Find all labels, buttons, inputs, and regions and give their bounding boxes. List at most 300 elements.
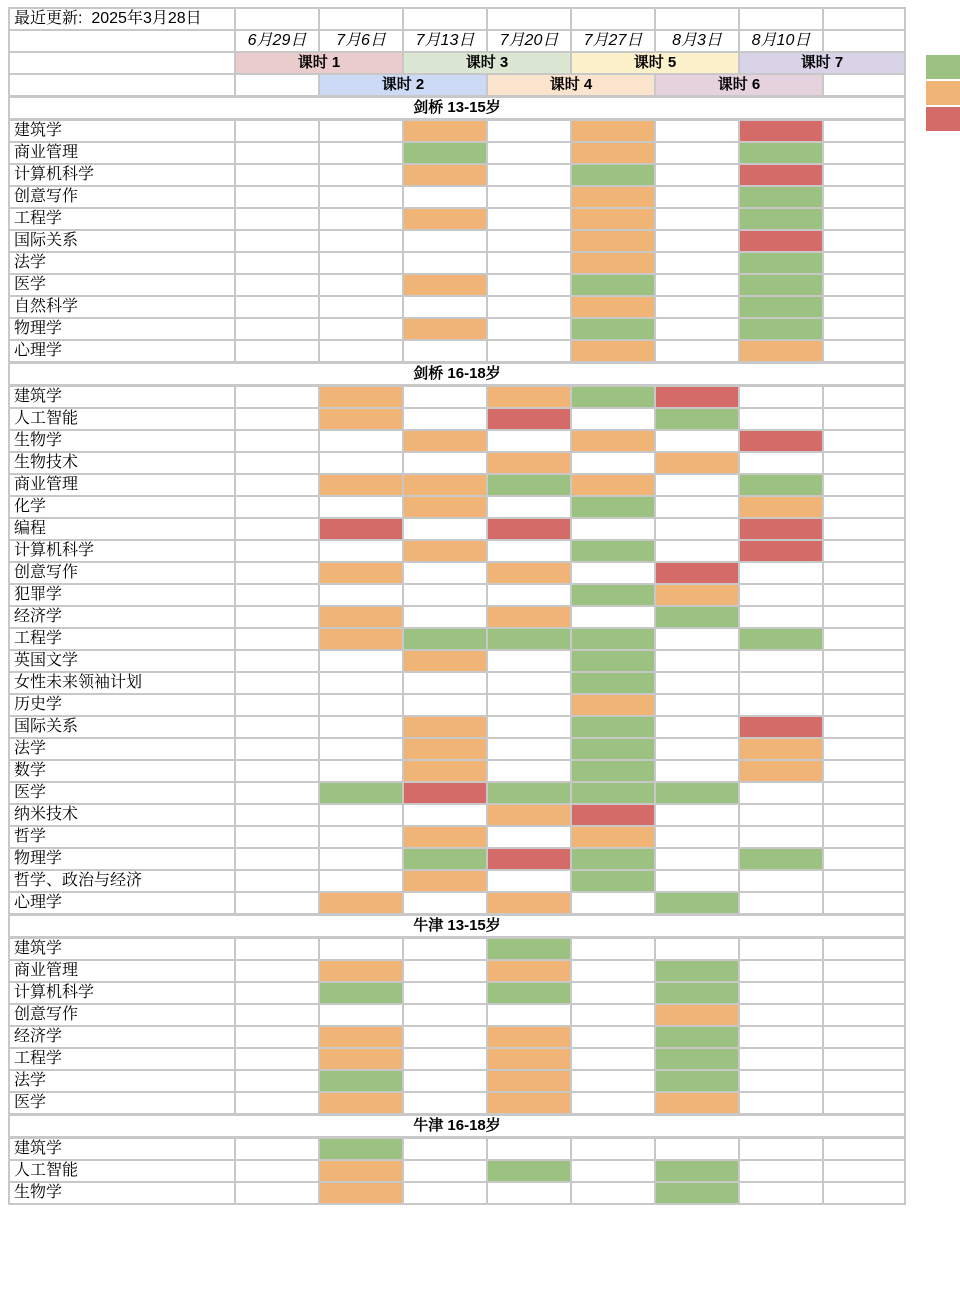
status-cell[interactable] (739, 142, 823, 164)
status-cell[interactable] (571, 208, 655, 230)
status-cell[interactable] (403, 1070, 487, 1092)
subject-name-cell[interactable]: 建筑学 (9, 1138, 235, 1161)
subject-name-cell[interactable]: 人工智能 (9, 408, 235, 430)
status-cell[interactable] (823, 452, 905, 474)
status-cell[interactable] (655, 318, 739, 340)
status-cell[interactable] (235, 120, 319, 143)
status-cell[interactable] (739, 1138, 823, 1161)
status-cell[interactable] (655, 938, 739, 961)
subject-name-cell[interactable]: 建筑学 (9, 938, 235, 961)
status-cell[interactable] (823, 186, 905, 208)
section-title[interactable]: 牛津 13-15岁 (9, 915, 905, 938)
status-cell[interactable] (319, 452, 403, 474)
status-cell[interactable] (739, 938, 823, 961)
status-cell[interactable] (235, 208, 319, 230)
subject-name-cell[interactable]: 数学 (9, 760, 235, 782)
status-cell[interactable] (319, 1026, 403, 1048)
status-cell[interactable] (655, 826, 739, 848)
subject-name-cell[interactable]: 人工智能 (9, 1160, 235, 1182)
status-cell[interactable] (655, 892, 739, 915)
status-cell[interactable] (571, 1004, 655, 1026)
status-cell[interactable] (739, 1026, 823, 1048)
status-cell[interactable] (739, 408, 823, 430)
status-cell[interactable] (739, 584, 823, 606)
status-cell[interactable] (655, 1070, 739, 1092)
date-header-cell[interactable]: 6月29日 (235, 30, 319, 52)
status-cell[interactable] (655, 804, 739, 826)
status-cell[interactable] (571, 562, 655, 584)
status-cell[interactable] (739, 252, 823, 274)
status-cell[interactable] (319, 496, 403, 518)
status-cell[interactable] (823, 430, 905, 452)
status-cell[interactable] (235, 1092, 319, 1115)
status-cell[interactable] (655, 848, 739, 870)
status-cell[interactable] (403, 782, 487, 804)
subject-name-cell[interactable]: 历史学 (9, 694, 235, 716)
status-cell[interactable] (739, 1048, 823, 1070)
subject-name-cell[interactable]: 女性未来领袖计划 (9, 672, 235, 694)
subject-name-cell[interactable]: 国际关系 (9, 230, 235, 252)
status-cell[interactable] (823, 540, 905, 562)
status-cell[interactable] (403, 496, 487, 518)
status-cell[interactable] (823, 694, 905, 716)
subject-name-cell[interactable]: 商业管理 (9, 474, 235, 496)
status-cell[interactable] (655, 716, 739, 738)
status-cell[interactable] (235, 584, 319, 606)
subject-name-cell[interactable]: 工程学 (9, 208, 235, 230)
lesson-label-cell[interactable]: 课时 6 (655, 74, 823, 97)
status-cell[interactable] (571, 518, 655, 540)
subject-name-cell[interactable]: 英国文学 (9, 650, 235, 672)
subject-name-cell[interactable]: 创意写作 (9, 1004, 235, 1026)
status-cell[interactable] (571, 1160, 655, 1182)
status-cell[interactable] (571, 694, 655, 716)
status-cell[interactable] (739, 982, 823, 1004)
status-cell[interactable] (235, 230, 319, 252)
subject-name-cell[interactable]: 建筑学 (9, 386, 235, 409)
section-title[interactable]: 剑桥 13-15岁 (9, 97, 905, 120)
status-cell[interactable] (319, 760, 403, 782)
status-cell[interactable] (235, 960, 319, 982)
status-cell[interactable] (487, 938, 571, 961)
status-cell[interactable] (403, 606, 487, 628)
status-cell[interactable] (235, 672, 319, 694)
subject-name-cell[interactable]: 创意写作 (9, 186, 235, 208)
status-cell[interactable] (655, 1026, 739, 1048)
subject-name-cell[interactable]: 自然科学 (9, 296, 235, 318)
status-cell[interactable] (571, 848, 655, 870)
status-cell[interactable] (571, 826, 655, 848)
status-cell[interactable] (571, 230, 655, 252)
status-cell[interactable] (319, 738, 403, 760)
status-cell[interactable] (235, 296, 319, 318)
status-cell[interactable] (403, 540, 487, 562)
status-cell[interactable] (319, 474, 403, 496)
status-cell[interactable] (655, 1092, 739, 1115)
status-cell[interactable] (235, 430, 319, 452)
status-cell[interactable] (487, 870, 571, 892)
status-cell[interactable] (487, 606, 571, 628)
subject-name-cell[interactable]: 物理学 (9, 318, 235, 340)
status-cell[interactable] (823, 296, 905, 318)
status-cell[interactable] (487, 340, 571, 363)
status-cell[interactable] (235, 1048, 319, 1070)
status-cell[interactable] (235, 870, 319, 892)
subject-name-cell[interactable]: 建筑学 (9, 120, 235, 143)
status-cell[interactable] (823, 938, 905, 961)
status-cell[interactable] (487, 650, 571, 672)
status-cell[interactable] (487, 982, 571, 1004)
status-cell[interactable] (739, 606, 823, 628)
subject-name-cell[interactable]: 商业管理 (9, 960, 235, 982)
section-title[interactable]: 牛津 16-18岁 (9, 1115, 905, 1138)
status-cell[interactable] (823, 672, 905, 694)
status-cell[interactable] (403, 804, 487, 826)
status-cell[interactable] (487, 518, 571, 540)
status-cell[interactable] (571, 760, 655, 782)
status-cell[interactable] (823, 892, 905, 915)
status-cell[interactable] (403, 892, 487, 915)
status-cell[interactable] (571, 164, 655, 186)
lesson-label-cell[interactable]: 课时 2 (319, 74, 487, 97)
status-cell[interactable] (571, 782, 655, 804)
status-cell[interactable] (739, 1160, 823, 1182)
subject-name-cell[interactable]: 物理学 (9, 848, 235, 870)
status-cell[interactable] (487, 274, 571, 296)
status-cell[interactable] (571, 716, 655, 738)
status-cell[interactable] (403, 430, 487, 452)
status-cell[interactable] (319, 650, 403, 672)
status-cell[interactable] (235, 452, 319, 474)
status-cell[interactable] (487, 252, 571, 274)
lesson-label-cell[interactable]: 课时 1 (235, 52, 403, 74)
status-cell[interactable] (487, 804, 571, 826)
status-cell[interactable] (655, 1138, 739, 1161)
status-cell[interactable] (487, 164, 571, 186)
date-header-cell[interactable]: 8月3日 (655, 30, 739, 52)
status-cell[interactable] (235, 716, 319, 738)
status-cell[interactable] (487, 186, 571, 208)
status-cell[interactable] (487, 1070, 571, 1092)
status-cell[interactable] (739, 694, 823, 716)
status-cell[interactable] (571, 738, 655, 760)
subject-name-cell[interactable]: 经济学 (9, 606, 235, 628)
status-cell[interactable] (319, 960, 403, 982)
status-cell[interactable] (403, 164, 487, 186)
status-cell[interactable] (403, 252, 487, 274)
status-cell[interactable] (235, 408, 319, 430)
subject-name-cell[interactable]: 计算机科学 (9, 164, 235, 186)
status-cell[interactable] (487, 408, 571, 430)
status-cell[interactable] (403, 848, 487, 870)
status-cell[interactable] (403, 186, 487, 208)
status-cell[interactable] (739, 1004, 823, 1026)
status-cell[interactable] (487, 120, 571, 143)
status-cell[interactable] (739, 430, 823, 452)
status-cell[interactable] (823, 208, 905, 230)
status-cell[interactable] (823, 1048, 905, 1070)
status-cell[interactable] (403, 650, 487, 672)
status-cell[interactable] (487, 496, 571, 518)
status-cell[interactable] (571, 496, 655, 518)
status-cell[interactable] (403, 1004, 487, 1026)
status-cell[interactable] (487, 694, 571, 716)
status-cell[interactable] (319, 938, 403, 961)
status-cell[interactable] (823, 252, 905, 274)
status-cell[interactable] (739, 518, 823, 540)
subject-name-cell[interactable]: 犯罪学 (9, 584, 235, 606)
status-cell[interactable] (571, 982, 655, 1004)
status-cell[interactable] (571, 606, 655, 628)
status-cell[interactable] (487, 848, 571, 870)
subject-name-cell[interactable]: 计算机科学 (9, 982, 235, 1004)
status-cell[interactable] (571, 804, 655, 826)
status-cell[interactable] (655, 496, 739, 518)
section-title[interactable]: 剑桥 16-18岁 (9, 363, 905, 386)
status-cell[interactable] (235, 826, 319, 848)
status-cell[interactable] (823, 496, 905, 518)
status-cell[interactable] (403, 938, 487, 961)
status-cell[interactable] (319, 1004, 403, 1026)
status-cell[interactable] (823, 1026, 905, 1048)
status-cell[interactable] (235, 318, 319, 340)
status-cell[interactable] (823, 1004, 905, 1026)
status-cell[interactable] (739, 870, 823, 892)
status-cell[interactable] (319, 252, 403, 274)
date-header-cell[interactable]: 7月27日 (571, 30, 655, 52)
last-updated-cell[interactable] (9, 8, 235, 30)
subject-name-cell[interactable]: 医学 (9, 274, 235, 296)
status-cell[interactable] (403, 452, 487, 474)
status-cell[interactable] (823, 804, 905, 826)
status-cell[interactable] (571, 340, 655, 363)
status-cell[interactable] (739, 496, 823, 518)
status-cell[interactable] (235, 474, 319, 496)
status-cell[interactable] (655, 650, 739, 672)
status-cell[interactable] (739, 804, 823, 826)
status-cell[interactable] (655, 340, 739, 363)
status-cell[interactable] (319, 672, 403, 694)
subject-name-cell[interactable]: 心理学 (9, 892, 235, 915)
status-cell[interactable] (403, 982, 487, 1004)
status-cell[interactable] (403, 1138, 487, 1161)
status-cell[interactable] (235, 606, 319, 628)
status-cell[interactable] (571, 430, 655, 452)
subject-name-cell[interactable]: 计算机科学 (9, 540, 235, 562)
status-cell[interactable] (319, 430, 403, 452)
status-cell[interactable] (571, 1182, 655, 1204)
status-cell[interactable] (655, 164, 739, 186)
status-cell[interactable] (655, 1048, 739, 1070)
status-cell[interactable] (235, 628, 319, 650)
status-cell[interactable] (739, 540, 823, 562)
status-cell[interactable] (655, 960, 739, 982)
status-cell[interactable] (655, 274, 739, 296)
status-cell[interactable] (655, 694, 739, 716)
status-cell[interactable] (739, 230, 823, 252)
status-cell[interactable] (487, 782, 571, 804)
status-cell[interactable] (235, 694, 319, 716)
status-cell[interactable] (823, 142, 905, 164)
status-cell[interactable] (235, 142, 319, 164)
status-cell[interactable] (655, 870, 739, 892)
status-cell[interactable] (739, 1182, 823, 1204)
status-cell[interactable] (739, 120, 823, 143)
status-cell[interactable] (655, 386, 739, 409)
status-cell[interactable] (235, 386, 319, 409)
status-cell[interactable] (319, 186, 403, 208)
status-cell[interactable] (655, 230, 739, 252)
status-cell[interactable] (739, 892, 823, 915)
status-cell[interactable] (403, 738, 487, 760)
status-cell[interactable] (571, 650, 655, 672)
status-cell[interactable] (571, 408, 655, 430)
status-cell[interactable] (823, 1138, 905, 1161)
status-cell[interactable] (487, 628, 571, 650)
subject-name-cell[interactable]: 工程学 (9, 628, 235, 650)
status-cell[interactable] (823, 1070, 905, 1092)
subject-name-cell[interactable]: 医学 (9, 1092, 235, 1115)
status-cell[interactable] (487, 892, 571, 915)
status-cell[interactable] (571, 142, 655, 164)
status-cell[interactable] (403, 474, 487, 496)
status-cell[interactable] (403, 296, 487, 318)
status-cell[interactable] (655, 430, 739, 452)
status-cell[interactable] (739, 274, 823, 296)
status-cell[interactable] (739, 186, 823, 208)
status-cell[interactable] (487, 296, 571, 318)
status-cell[interactable] (823, 716, 905, 738)
status-cell[interactable] (487, 960, 571, 982)
status-cell[interactable] (487, 142, 571, 164)
status-cell[interactable] (655, 142, 739, 164)
subject-name-cell[interactable]: 生物学 (9, 430, 235, 452)
status-cell[interactable] (487, 826, 571, 848)
subject-name-cell[interactable]: 商业管理 (9, 142, 235, 164)
status-cell[interactable] (487, 716, 571, 738)
status-cell[interactable] (571, 540, 655, 562)
status-cell[interactable] (571, 892, 655, 915)
status-cell[interactable] (319, 1092, 403, 1115)
status-cell[interactable] (655, 584, 739, 606)
status-cell[interactable] (319, 982, 403, 1004)
status-cell[interactable] (739, 716, 823, 738)
status-cell[interactable] (571, 1070, 655, 1092)
status-cell[interactable] (655, 562, 739, 584)
status-cell[interactable] (319, 870, 403, 892)
status-cell[interactable] (235, 540, 319, 562)
status-cell[interactable] (571, 1138, 655, 1161)
subject-name-cell[interactable]: 纳米技术 (9, 804, 235, 826)
status-cell[interactable] (403, 960, 487, 982)
status-cell[interactable] (319, 518, 403, 540)
status-cell[interactable] (655, 252, 739, 274)
status-cell[interactable] (319, 120, 403, 143)
status-cell[interactable] (487, 452, 571, 474)
status-cell[interactable] (235, 760, 319, 782)
status-cell[interactable] (235, 562, 319, 584)
status-cell[interactable] (319, 716, 403, 738)
status-cell[interactable] (403, 694, 487, 716)
subject-name-cell[interactable]: 心理学 (9, 340, 235, 363)
status-cell[interactable] (823, 1160, 905, 1182)
status-cell[interactable] (235, 892, 319, 915)
status-cell[interactable] (235, 518, 319, 540)
subject-name-cell[interactable]: 法学 (9, 738, 235, 760)
status-cell[interactable] (235, 650, 319, 672)
status-cell[interactable] (739, 562, 823, 584)
status-cell[interactable] (655, 672, 739, 694)
status-cell[interactable] (319, 694, 403, 716)
status-cell[interactable] (739, 1070, 823, 1092)
status-cell[interactable] (739, 386, 823, 409)
status-cell[interactable] (655, 738, 739, 760)
status-cell[interactable] (823, 584, 905, 606)
status-cell[interactable] (739, 1092, 823, 1115)
status-cell[interactable] (403, 142, 487, 164)
status-cell[interactable] (571, 672, 655, 694)
status-cell[interactable] (823, 120, 905, 143)
status-cell[interactable] (319, 318, 403, 340)
status-cell[interactable] (655, 606, 739, 628)
status-cell[interactable] (319, 274, 403, 296)
status-cell[interactable] (571, 274, 655, 296)
status-cell[interactable] (487, 430, 571, 452)
status-cell[interactable] (655, 628, 739, 650)
status-cell[interactable] (739, 960, 823, 982)
status-cell[interactable] (403, 386, 487, 409)
subject-name-cell[interactable]: 经济学 (9, 1026, 235, 1048)
date-header-cell[interactable]: 7月13日 (403, 30, 487, 52)
status-cell[interactable] (739, 650, 823, 672)
status-cell[interactable] (403, 716, 487, 738)
status-cell[interactable] (235, 340, 319, 363)
status-cell[interactable] (319, 540, 403, 562)
status-cell[interactable] (655, 518, 739, 540)
status-cell[interactable] (319, 386, 403, 409)
status-cell[interactable] (739, 672, 823, 694)
status-cell[interactable] (739, 296, 823, 318)
status-cell[interactable] (823, 870, 905, 892)
status-cell[interactable] (403, 870, 487, 892)
status-cell[interactable] (739, 738, 823, 760)
subject-name-cell[interactable]: 编程 (9, 518, 235, 540)
status-cell[interactable] (823, 982, 905, 1004)
subject-name-cell[interactable]: 国际关系 (9, 716, 235, 738)
status-cell[interactable] (319, 804, 403, 826)
status-cell[interactable] (823, 562, 905, 584)
status-cell[interactable] (319, 408, 403, 430)
status-cell[interactable] (235, 782, 319, 804)
status-cell[interactable] (823, 1092, 905, 1115)
status-cell[interactable] (571, 584, 655, 606)
status-cell[interactable] (403, 672, 487, 694)
status-cell[interactable] (403, 518, 487, 540)
status-cell[interactable] (487, 562, 571, 584)
status-cell[interactable] (403, 1092, 487, 1115)
subject-name-cell[interactable]: 生物技术 (9, 452, 235, 474)
status-cell[interactable] (571, 452, 655, 474)
status-cell[interactable] (403, 562, 487, 584)
status-cell[interactable] (319, 296, 403, 318)
status-cell[interactable] (571, 938, 655, 961)
status-cell[interactable] (319, 628, 403, 650)
status-cell[interactable] (319, 208, 403, 230)
status-cell[interactable] (823, 738, 905, 760)
status-cell[interactable] (487, 386, 571, 409)
status-cell[interactable] (739, 848, 823, 870)
status-cell[interactable] (403, 230, 487, 252)
